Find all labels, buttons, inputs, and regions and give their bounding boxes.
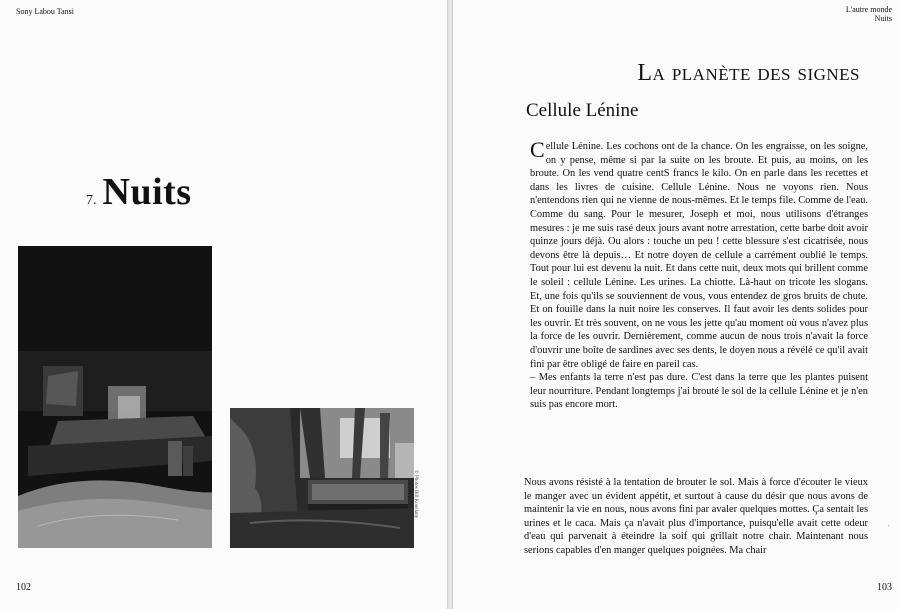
- section-title: La planète des signes: [637, 60, 860, 86]
- night-interior-photo-image: [18, 246, 212, 548]
- body-paragraph-1: [524, 137, 868, 412]
- photo-credit: © Photos Bill Kouélany: [413, 470, 418, 519]
- left-page-number: 102: [16, 582, 31, 593]
- yard-bench-photo-image: [230, 408, 414, 548]
- right-running-head: [846, 5, 892, 23]
- right-page: [453, 0, 900, 609]
- night-interior-photo: [18, 246, 212, 548]
- running-head-title: L'autre monde: [845, 5, 892, 14]
- body-paragraph-2: Nous avons résisté à la tentation de brouter le sol. Mais à force d'écouter le vieux le manger avec un évident appétit, et surtout à cause du désir que nous avons de maintenir la vie en nous, nous avons fini par avaler quelques mottes. Ça sentait les urines et le caca. Mais ça n'avait plus d'importance, puisqu'elle avait cette odeur d'eau qui parvenait à éteindre la soif qui grillait notre chair. Maintenant nous serions capables d'en manger quelques poignées. Ma chair: [524, 477, 868, 556]
- running-head-subtitle: Nuits: [874, 14, 892, 23]
- chapter-heading: [86, 170, 192, 214]
- dialogue-text: – Mes enfants la terre n'est pas dure. C'est dans la terre que les plantes puisent leur nourriture. Pendant longtemps j'ai brouté le sol de la cellule Lénine et je n'en suis pas encore mort.: [530, 372, 868, 411]
- yard-bench-photo: [230, 408, 414, 548]
- subsection-title: Cellule Lénine: [526, 100, 639, 121]
- right-page-number: 103: [877, 582, 892, 593]
- paragraph-1-text: ellule Lénine. Les cochons ont de la chance. On les engraisse, on les soigne, on y pense, même si par la suite on les broute. Et puis, au moins, on les broute. On les vend quatre centS francs le kilo. On en parle dans les recettes et dans les livres de cuisine. Cellule Lénine. Nous ne voyons rien. Nous n'entendons rien qui ne vienne de nous-mêmes. Et le temps file. Comme de l'eau. Comme du sang. Pour le mesurer, Joseph et moi, nous utilisons d'étranges mesures : je me suis rasé deux jours avant notre arrestation, cette barbe doit avoir quinze jours déjà. Ou alors : touche un peu ! cette blessure s'est cicatrisée, nous devons être là depuis… Et notre doyen de cellule a carrément oublié le temps. Tout pour lui est devenu la nuit. Et dans cette nuit, deux mots qui brillent comme le soleil : cellule Lénine. Les urines. La chiotte. Là-haut on tricote les slogans. Et, une fois qu'ils se souviennent de vous, vous entendez de gros bruits de chute. Et on fouille dans la nuit noire les conserves. Il faut avoir les dents solides pour les ouvrir. Et très souvent, on ne vous les jette qu'au moment où vous n'avez plus la force de les ouvrir. Dernièrement, comme aucun de nous trois n'avait la force d'ouvrir une boîte de sardines avec ses dents, le doyen nous a révélé ce qu'il avait fini par être obligé de faire en pareil cas.: [530, 141, 868, 370]
- chapter-number: 7.: [86, 193, 97, 208]
- chapter-title: Nuits: [102, 171, 192, 213]
- drop-cap: C: [530, 137, 545, 162]
- margin-mark: ˋ: [887, 524, 890, 533]
- left-running-head: Sony Labou Tansi: [16, 7, 74, 16]
- left-page: [0, 0, 447, 609]
